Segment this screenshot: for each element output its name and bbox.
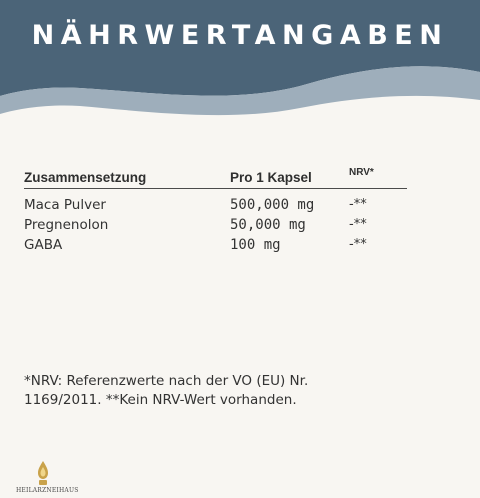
- brand-logo: [16, 460, 79, 496]
- ingredient-nrv: -**: [349, 217, 367, 232]
- table-row: [24, 195, 407, 215]
- footnote: *NRV: Referenzwerte nach der VO (EU) Nr. 1169/2011. **Kein NRV-Wert vorhanden.: [24, 373, 309, 408]
- ingredient-amount: 100 mg: [230, 237, 281, 253]
- candle-flame-icon: [34, 460, 52, 486]
- ingredient-amount: 500,000 mg: [230, 197, 315, 213]
- table-header: [24, 166, 407, 189]
- header-banner: [0, 0, 480, 130]
- column-header-per-capsule: Pro 1 Kapsel: [230, 170, 312, 185]
- ingredient-nrv: -**: [349, 237, 367, 252]
- ingredient-amount: 50,000 mg: [230, 217, 306, 233]
- ingredient-name: Maca Pulver: [24, 197, 106, 213]
- column-header-composition: Zusammensetzung: [24, 170, 147, 185]
- page-title: NÄHRWERTANGABEN: [31, 20, 449, 51]
- nutrition-table: [24, 166, 407, 255]
- column-header-nrv: NRV*: [349, 167, 374, 178]
- brand-name: HEILARZNEIHAUS: [16, 487, 79, 494]
- table-row: [24, 235, 407, 255]
- ingredient-nrv: -**: [349, 197, 367, 212]
- ingredient-name: GABA: [24, 237, 63, 253]
- table-row: [24, 215, 407, 235]
- ingredient-name: Pregnenolon: [24, 217, 109, 233]
